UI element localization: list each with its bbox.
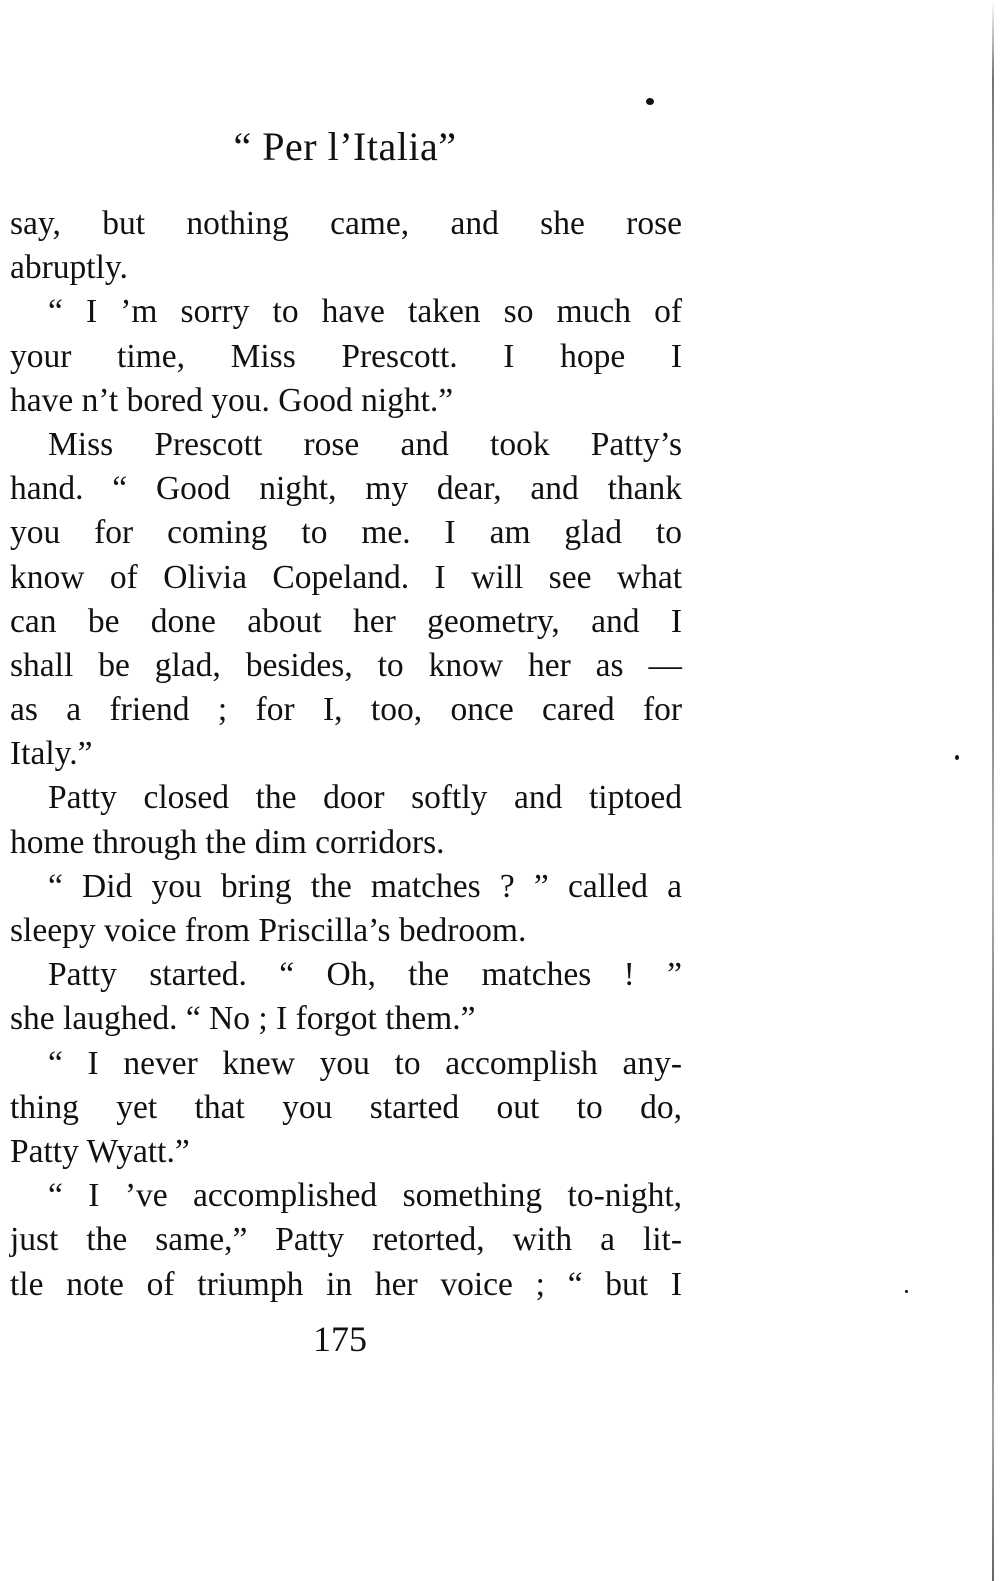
text-line: home through the dim corridors. [10, 823, 445, 861]
text-line: “ I never knew you to accomplish any- [48, 1044, 682, 1082]
text-line: Patty Wyatt.” [10, 1132, 190, 1170]
scan-speck [955, 755, 959, 760]
text-line: “ I ’m sorry to have taken so much of [48, 293, 682, 331]
running-head: “ Per l’Italia” [233, 124, 457, 169]
text-line: tle note of triumph in her voice ; “ but I [10, 1265, 682, 1303]
text-line: can be done about her geometry, and I [10, 602, 682, 640]
text-line: Patty started. “ Oh, the matches ! ” [48, 956, 682, 994]
text-line: as a friend ; for I, too, once cared for [10, 691, 682, 729]
text-line: sleepy voice from Priscilla’s bedroom. [10, 912, 527, 949]
text-line: Italy.” [10, 735, 93, 773]
scan-speck [905, 1290, 908, 1293]
text-line: shall be glad, besides, to know her as — [10, 646, 682, 684]
text-line: just the same,” Patty retorted, with a lit- [10, 1221, 682, 1259]
text-line: “ Did you bring the matches ? ” called a [48, 867, 682, 905]
text-line: hand. “ Good night, my dear, and thank [10, 470, 682, 508]
text-line: know of Olivia Copeland. I will see what [10, 558, 682, 596]
page-binding-edge [992, 0, 994, 1581]
text-line: your time, Miss Prescott. I hope I [10, 337, 682, 375]
scan-speck [646, 98, 654, 105]
text-line: she laughed. “ No ; I forgot them.” [10, 1000, 476, 1038]
page-number: 175 [313, 1319, 367, 1359]
text-line: have n’t bored you. Good night.” [10, 381, 454, 419]
body-text [10, 202, 682, 1307]
text-line: say, but nothing came, and she rose [10, 205, 682, 242]
text-line: you for coming to me. I am glad to [10, 514, 682, 552]
text-line: “ I ’ve accomplished something to-night, [48, 1177, 682, 1215]
text-line: Patty closed the door softly and tiptoed [48, 779, 682, 817]
text-line: Miss Prescott rose and took Patty’s [48, 425, 682, 463]
text-line: abruptly. [10, 249, 128, 287]
text-line: thing yet that you started out to do, [10, 1088, 682, 1126]
